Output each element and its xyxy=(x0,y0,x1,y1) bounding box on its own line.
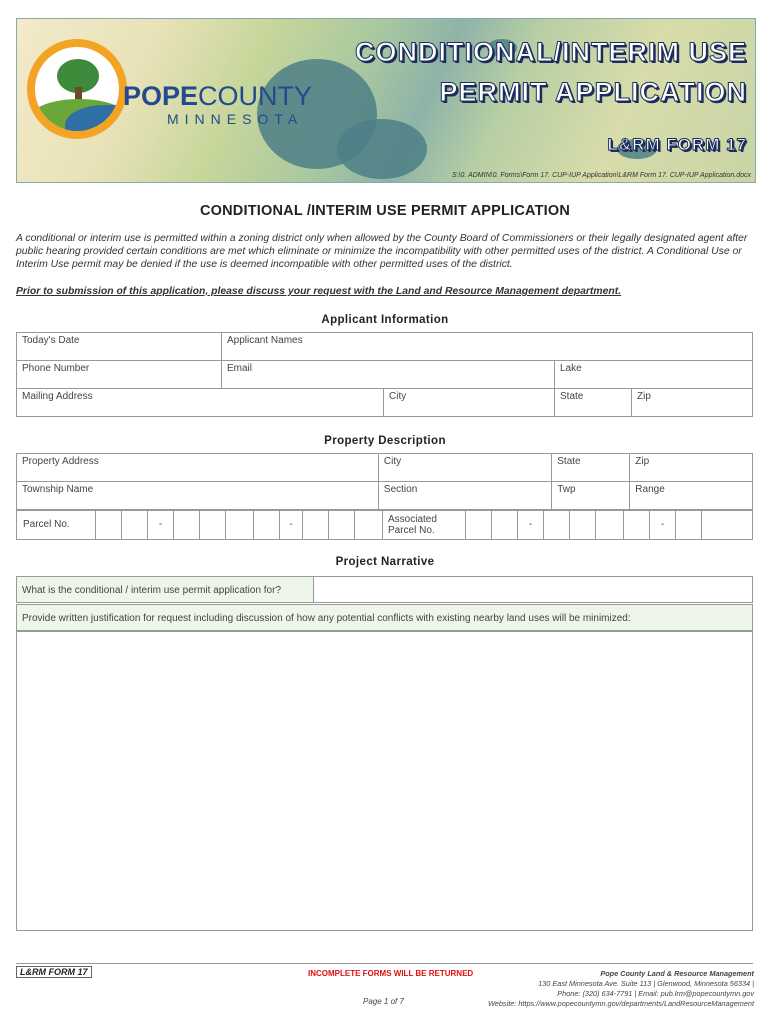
property-address-field[interactable]: Property Address xyxy=(17,454,379,482)
parcel-digit-box[interactable] xyxy=(122,511,148,539)
footer-contact xyxy=(454,969,754,1009)
justification-label: Provide written justification for request including discussion of how any potential conflicts with existing nearby land uses will be minimized: xyxy=(22,613,631,624)
footer-dept: Pope County Land & Resource Management xyxy=(600,969,754,978)
footer-address: 130 East Minnesota Ave. Suite 113 | Glenwood, Minnesota 56334 | xyxy=(538,979,754,988)
assoc-parcel-digit-box[interactable] xyxy=(596,511,624,539)
property-table xyxy=(16,453,753,510)
footer-phone: Phone: (320) 634-7791 | Email: pub.lrm@popecountymn.gov xyxy=(557,989,754,998)
footer-form-label: L&RM FORM 17 xyxy=(16,966,92,978)
assoc-parcel-digit-box[interactable] xyxy=(544,511,570,539)
section-heading-applicant: Applicant Information xyxy=(321,314,449,326)
parcel-dash: - xyxy=(280,511,303,539)
range-field[interactable]: Range xyxy=(630,482,753,510)
mailing-address-field[interactable]: Mailing Address xyxy=(17,389,384,417)
assoc-parcel-digit-box[interactable] xyxy=(624,511,650,539)
document-title: CONDITIONAL /INTERIM USE PERMIT APPLICATION xyxy=(199,203,571,219)
section-heading-narrative: Project Narrative xyxy=(335,556,435,568)
prior-notice: Prior to submission of this application, please discuss your request with the Land and Resource Management department. xyxy=(16,286,622,297)
lake-field[interactable]: Lake xyxy=(555,361,753,389)
township-name-field[interactable]: Township Name xyxy=(17,482,379,510)
banner-title-line2: PERMIT APPLICATION xyxy=(439,77,747,107)
parcel-digit-box[interactable] xyxy=(96,511,122,539)
justification-prompt xyxy=(16,604,753,631)
applicant-names-field[interactable]: Applicant Names xyxy=(222,333,753,361)
file-path: S:\0. ADMIN\0. Forms\Form 17. CUP-IUP Application\L&RM Form 17. CUP-IUP Application.docx xyxy=(451,172,751,179)
parcel-digit-box[interactable] xyxy=(329,511,355,539)
todays-date-field[interactable]: Today's Date xyxy=(17,333,222,361)
assoc-parcel-digit-box[interactable] xyxy=(702,511,727,539)
banner-title-line1: CONDITIONAL/INTERIM USE xyxy=(355,37,747,67)
assoc-parcel-digit-box[interactable] xyxy=(492,511,518,539)
parcel-digit-box[interactable] xyxy=(254,511,280,539)
map-lake xyxy=(337,119,427,179)
logo-emblem xyxy=(35,47,119,131)
city-field[interactable]: City xyxy=(384,389,555,417)
parcel-digit-box[interactable] xyxy=(200,511,226,539)
property-city-field[interactable]: City xyxy=(378,454,551,482)
email-field[interactable]: Email xyxy=(222,361,555,389)
narrative-answer-field[interactable] xyxy=(313,576,753,603)
page-number: Page 1 of 7 xyxy=(363,997,404,1006)
parcel-dash: - xyxy=(148,511,174,539)
justification-textarea[interactable] xyxy=(16,631,753,931)
applicant-table xyxy=(16,332,753,417)
parcel-digit-box[interactable] xyxy=(303,511,329,539)
phone-number-field[interactable]: Phone Number xyxy=(17,361,222,389)
assoc-parcel-digit-box[interactable] xyxy=(570,511,596,539)
logo-wordmark: POPECOUNTY xyxy=(123,81,313,111)
intro-paragraph: A conditional or interim use is permitted within a zoning district only when allowed by the County Board of Commissioners or their legally designated agent after public hearing provided certain conditions are met which eliminate or minimize the incompatibility with other permitted uses of the district. A Conditional Use or Interim Use permit may be denied if the use is deemed incompatible with other permitted uses of the district. xyxy=(16,233,748,271)
property-zip-field[interactable]: Zip xyxy=(630,454,753,482)
parcel-no-label: Parcel No. xyxy=(17,511,96,539)
parcel-digit-box[interactable] xyxy=(226,511,254,539)
banner-form-label: L&RM FORM 17 xyxy=(607,135,747,154)
assoc-parcel-digit-box[interactable] xyxy=(676,511,702,539)
section-heading-property: Property Description xyxy=(324,435,446,447)
assoc-parcel-dash: - xyxy=(650,511,676,539)
zip-field[interactable]: Zip xyxy=(632,389,753,417)
assoc-parcel-dash: - xyxy=(518,511,544,539)
footer-divider xyxy=(16,963,753,964)
state-field[interactable]: State xyxy=(555,389,632,417)
associated-parcel-no-label: Associated Parcel No. xyxy=(383,511,466,539)
footer-incomplete-notice: INCOMPLETE FORMS WILL BE RETURNED xyxy=(308,969,474,978)
property-state-field[interactable]: State xyxy=(552,454,630,482)
parcel-digit-box[interactable] xyxy=(174,511,200,539)
twp-field[interactable]: Twp xyxy=(552,482,630,510)
footer-website[interactable]: Website: https://www.popecountymn.gov/departments/LandResourceManagement xyxy=(488,999,754,1008)
section-field[interactable]: Section xyxy=(378,482,551,510)
narrative-question-label: What is the conditional / interim use permit application for? xyxy=(22,585,282,596)
assoc-parcel-digit-box[interactable] xyxy=(466,511,492,539)
parcel-row xyxy=(16,510,753,540)
logo-state: MINNESOTA xyxy=(167,111,304,127)
header-banner xyxy=(16,18,756,183)
parcel-digit-box[interactable] xyxy=(355,511,383,539)
